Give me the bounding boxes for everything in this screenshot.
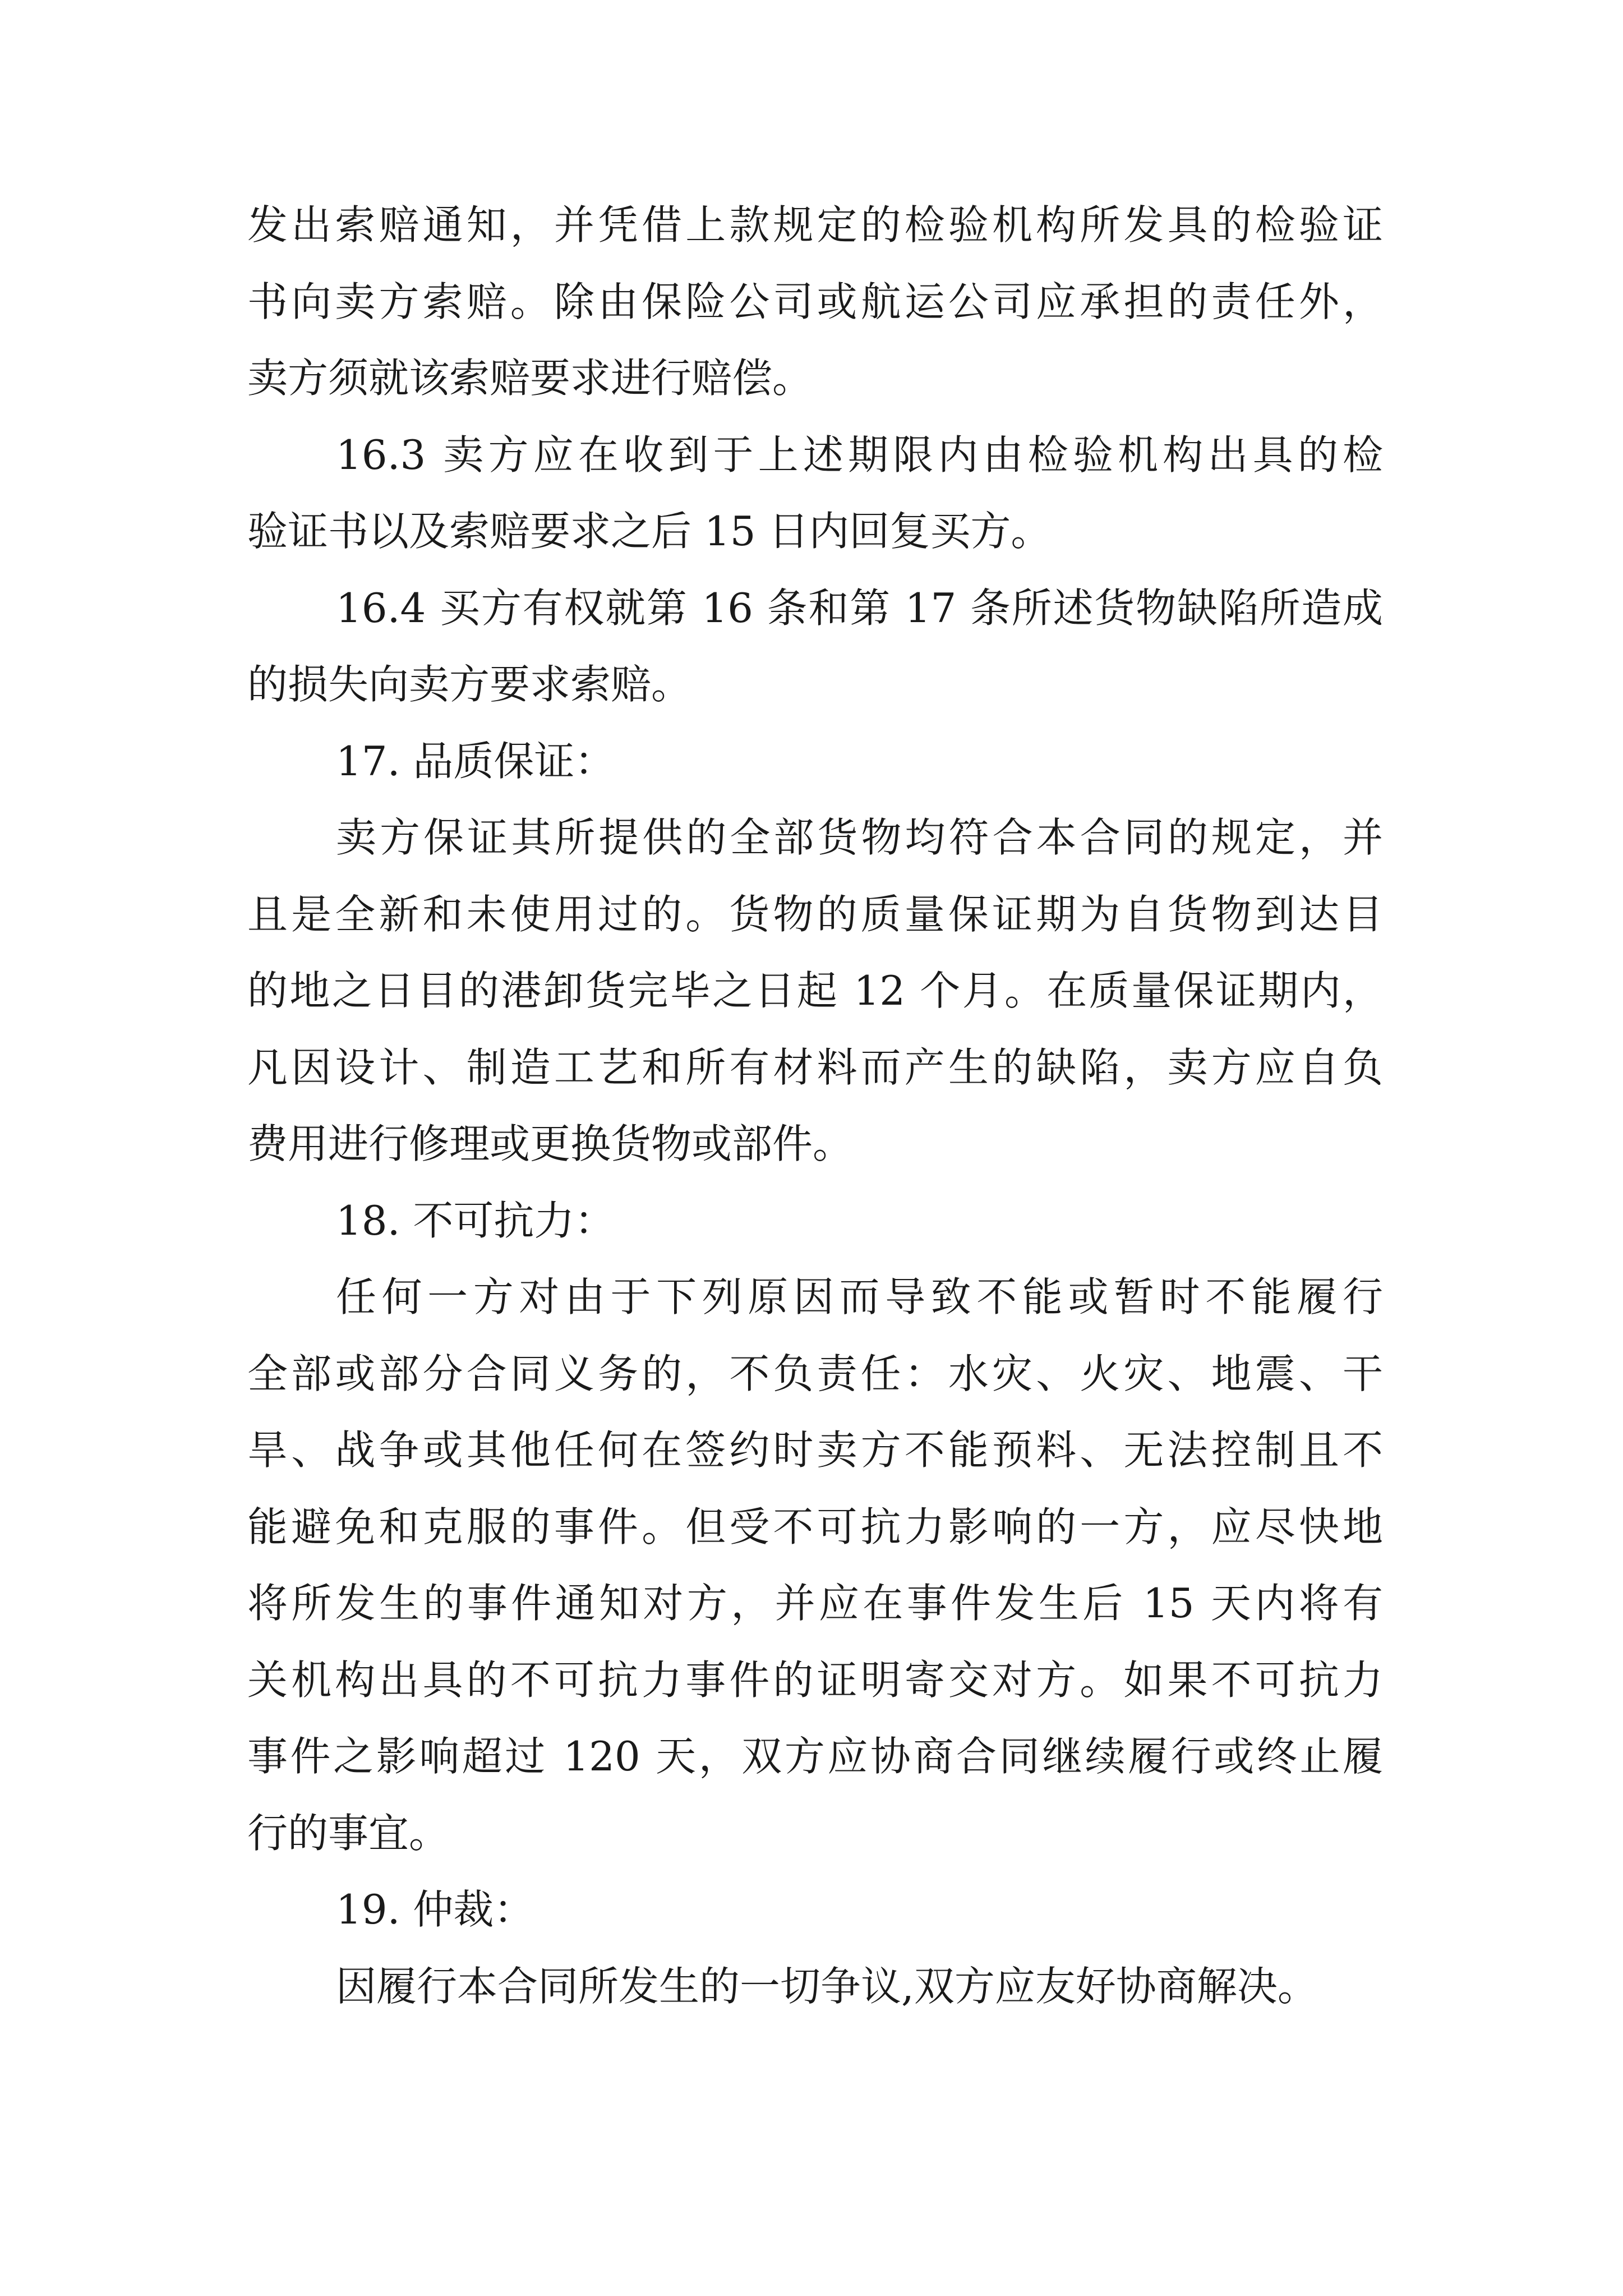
text-line: 16.4 买方有权就第 16 条和第 17 条所述货物缺陷所造成: [336, 584, 1383, 632]
text-line: 事件之影响超过 120 天，双方应协商合同继续履行或终止履: [247, 1733, 1383, 1780]
text-line: 关机构出具的不可抗力事件的证明寄交对方。如果不可抗力: [247, 1656, 1383, 1704]
text-line: 书向卖方索赔。除由保险公司或航运公司应承担的责任外，: [247, 278, 1383, 325]
text-line: 旱、战争或其他任何在签约时卖方不能预料、无法控制且不: [247, 1427, 1383, 1474]
text-line: 全部或部分合同义务的，不负责任：水灾、火灾、地震、干: [247, 1350, 1383, 1397]
text-line: 验证书以及索赔要求之后 15 日内回复买方。: [247, 508, 1052, 555]
text-line: 卖方保证其所提供的全部货物均符合本合同的规定，并: [336, 814, 1383, 861]
text-line: 将所发生的事件通知对方，并应在事件发生后 15 天内将有: [247, 1580, 1383, 1627]
text-line: 发出索赔通知，并凭借上款规定的检验机构所发具的检验证: [247, 201, 1383, 249]
text-line: 19. 仲裁：: [336, 1886, 534, 1933]
text-line: 的损失向卖方要求索赔。: [247, 661, 692, 708]
text-line: 能避免和克服的事件。但受不可抗力影响的一方，应尽快地: [247, 1503, 1383, 1550]
text-line: 16.3 卖方应在收到于上述期限内由检验机构出具的检: [336, 431, 1383, 478]
text-line: 17. 品质保证：: [336, 737, 615, 785]
text-line: 任何一方对由于下列原因而导致不能或暂时不能履行: [336, 1273, 1383, 1320]
text-line: 凡因设计、制造工艺和所有材料而产生的缺陷，卖方应自负: [247, 1043, 1383, 1091]
contract-text-body: [247, 187, 1383, 2024]
text-line: 的地之日目的港卸货完毕之日起 12 个月。在质量保证期内，: [247, 967, 1383, 1014]
text-line: 因履行本合同所发生的一切争议,双方应友好协商解决。: [336, 1962, 1318, 2010]
text-line: 18. 不可抗力：: [336, 1197, 615, 1244]
text-line: 且是全新和未使用过的。货物的质量保证期为自货物到达目: [247, 890, 1383, 938]
text-line: 卖方须就该索赔要求进行赔偿。: [247, 355, 813, 402]
text-line: 费用进行修理或更换货物或部件。: [247, 1120, 854, 1167]
text-line: 行的事宜。: [247, 1809, 450, 1857]
